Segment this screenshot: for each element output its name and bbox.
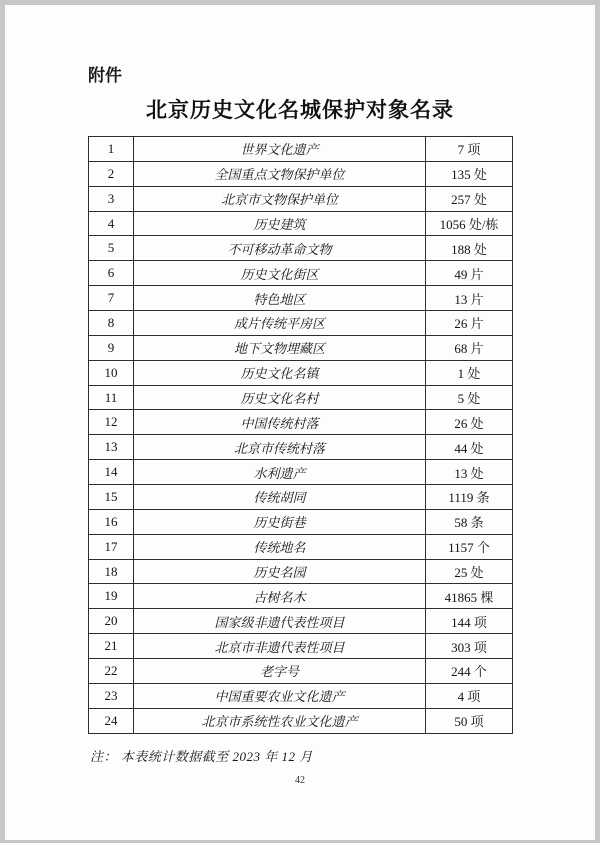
object-count-cell: 13 片 [426, 286, 513, 311]
table-row [89, 485, 513, 510]
table-row [89, 534, 513, 559]
table-row [89, 460, 513, 485]
table-row [89, 161, 513, 186]
object-count-cell: 244 个 [426, 659, 513, 684]
row-number-cell: 20 [89, 609, 134, 634]
object-count-cell: 13 处 [426, 460, 513, 485]
object-count-cell: 26 片 [426, 311, 513, 336]
object-count-cell: 5 处 [426, 385, 513, 410]
object-count-cell: 188 处 [426, 236, 513, 261]
object-name-cell: 历史文化名村 [134, 385, 426, 410]
object-name-cell: 成片传统平房区 [134, 311, 426, 336]
object-name-cell: 中国传统村落 [134, 410, 426, 435]
row-number-cell: 21 [89, 634, 134, 659]
row-number-cell: 19 [89, 584, 134, 609]
object-count-cell: 58 条 [426, 509, 513, 534]
object-count-cell: 1 处 [426, 360, 513, 385]
row-number-cell: 22 [89, 659, 134, 684]
object-name-cell: 中国重要农业文化遗产 [134, 683, 426, 708]
table-row [89, 335, 513, 360]
table-row [89, 659, 513, 684]
attachment-label: 附件 [88, 66, 122, 85]
object-name-cell: 传统地名 [134, 534, 426, 559]
table-row [89, 634, 513, 659]
table-row [89, 708, 513, 733]
object-count-cell: 135 处 [426, 161, 513, 186]
table-row [89, 286, 513, 311]
row-number-cell: 5 [89, 236, 134, 261]
table-row [89, 609, 513, 634]
table-row [89, 236, 513, 261]
object-count-cell: 49 片 [426, 261, 513, 286]
row-number-cell: 2 [89, 161, 134, 186]
document-page [5, 5, 595, 840]
row-number-cell: 10 [89, 360, 134, 385]
object-count-cell: 4 项 [426, 683, 513, 708]
row-number-cell: 24 [89, 708, 134, 733]
row-number-cell: 9 [89, 335, 134, 360]
object-name-cell: 特色地区 [134, 286, 426, 311]
object-name-cell: 北京市非遗代表性项目 [134, 634, 426, 659]
object-name-cell: 全国重点文物保护单位 [134, 161, 426, 186]
object-name-cell: 历史名园 [134, 559, 426, 584]
table-row [89, 360, 513, 385]
row-number-cell: 18 [89, 559, 134, 584]
page-title: 北京历史文化名城保护对象名录 [146, 99, 454, 122]
table-row [89, 211, 513, 236]
page-number: 42 [295, 775, 305, 786]
object-name-cell: 历史建筑 [134, 211, 426, 236]
row-number-cell: 17 [89, 534, 134, 559]
row-number-cell: 7 [89, 286, 134, 311]
object-count-cell: 41865 棵 [426, 584, 513, 609]
table-row [89, 311, 513, 336]
row-number-cell: 23 [89, 683, 134, 708]
row-number-cell: 4 [89, 211, 134, 236]
object-count-cell: 44 处 [426, 435, 513, 460]
row-number-cell: 13 [89, 435, 134, 460]
object-name-cell: 水利遗产 [134, 460, 426, 485]
row-number-cell: 14 [89, 460, 134, 485]
table-row [89, 186, 513, 211]
object-count-cell: 26 处 [426, 410, 513, 435]
object-name-cell: 北京市传统村落 [134, 435, 426, 460]
table-row [89, 385, 513, 410]
object-count-cell: 50 项 [426, 708, 513, 733]
object-count-cell: 7 项 [426, 137, 513, 162]
object-count-cell: 25 处 [426, 559, 513, 584]
object-count-cell: 144 项 [426, 609, 513, 634]
table-row [89, 261, 513, 286]
footnote: 注： 本表统计数据截至 2023 年 12 月 [90, 749, 313, 764]
table-row [89, 435, 513, 460]
object-name-cell: 北京市文物保护单位 [134, 186, 426, 211]
row-number-cell: 11 [89, 385, 134, 410]
table-row [89, 584, 513, 609]
object-name-cell: 地下文物埋藏区 [134, 335, 426, 360]
object-name-cell: 世界文化遗产 [134, 137, 426, 162]
table-row [89, 559, 513, 584]
object-name-cell: 不可移动革命文物 [134, 236, 426, 261]
object-name-cell: 历史街巷 [134, 509, 426, 534]
object-count-cell: 68 片 [426, 335, 513, 360]
object-count-cell: 1157 个 [426, 534, 513, 559]
object-name-cell: 国家级非遗代表性项目 [134, 609, 426, 634]
object-count-cell: 1119 条 [426, 485, 513, 510]
object-count-cell: 1056 处/栋 [426, 211, 513, 236]
table-row [89, 683, 513, 708]
object-name-cell: 历史文化街区 [134, 261, 426, 286]
object-name-cell: 老字号 [134, 659, 426, 684]
row-number-cell: 12 [89, 410, 134, 435]
object-name-cell: 北京市系统性农业文化遗产 [134, 708, 426, 733]
protection-objects-table [88, 136, 513, 734]
row-number-cell: 6 [89, 261, 134, 286]
row-number-cell: 3 [89, 186, 134, 211]
object-name-cell: 古树名木 [134, 584, 426, 609]
object-name-cell: 传统胡同 [134, 485, 426, 510]
table-row [89, 137, 513, 162]
row-number-cell: 15 [89, 485, 134, 510]
row-number-cell: 16 [89, 509, 134, 534]
object-name-cell: 历史文化名镇 [134, 360, 426, 385]
row-number-cell: 1 [89, 137, 134, 162]
object-count-cell: 257 处 [426, 186, 513, 211]
object-count-cell: 303 项 [426, 634, 513, 659]
row-number-cell: 8 [89, 311, 134, 336]
table-row [89, 509, 513, 534]
table-row [89, 410, 513, 435]
